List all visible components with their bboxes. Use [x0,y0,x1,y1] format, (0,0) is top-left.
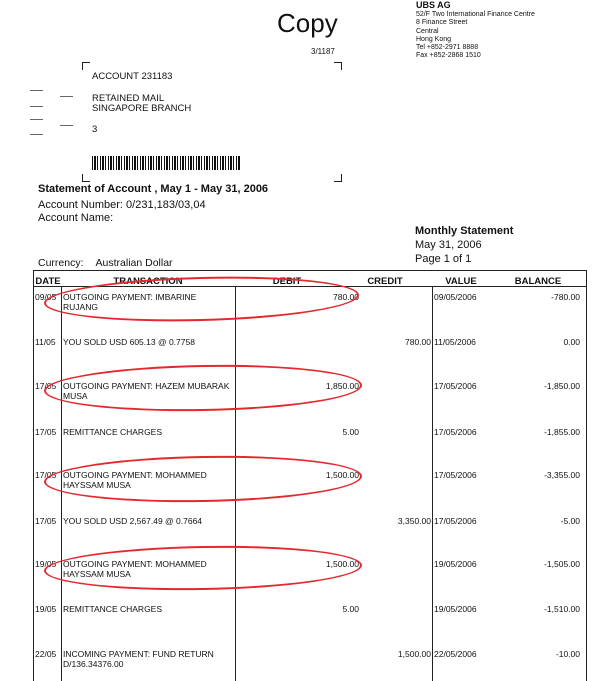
bank-address-line: Hong Kong [416,36,452,43]
bank-address-line: Fax +852-2868 1510 [416,52,481,59]
recipient-number: 3 [92,124,98,135]
bank-address-line: Tel +852-2971 8888 [416,44,479,51]
row-transaction: INCOMING PAYMENT: FUND RETURN D/136.34376.00 [63,649,214,669]
row-value-date: 17/05/2006 [434,516,477,526]
highlight-oval [44,453,363,505]
row-value-date: 11/05/2006 [434,337,476,347]
row-transaction: OUTGOING PAYMENT: IMBARINE RUJANG [63,292,197,312]
row-debit: 1,850.00 [325,381,359,391]
row-transaction: OUTGOING PAYMENT: MOHAMMED HAYSSAM MUSA [63,559,207,579]
bank-address-line: 52/F Two International Finance Centre [416,11,535,18]
row-debit: 5.00 [342,604,359,614]
row-transaction: REMITTANCE CHARGES [63,427,163,437]
row-debit: 1,500.00 [325,470,359,480]
row-date: 19/05 [35,559,57,569]
fold-mark [30,106,43,107]
account-number: Account Number: 0/231,183/03,04 [38,199,206,211]
fold-mark [60,125,73,126]
row-date: 17/05 [35,470,57,480]
header-debit: DEBIT [272,276,302,287]
row-transaction: REMITTANCE CHARGES [63,604,163,614]
row-value-date: 17/05/2006 [434,427,477,437]
statement-title: Statement of Account , May 1 - May 31, 2006 [38,183,269,195]
table-left-border [33,270,34,681]
row-balance: -780.00 [551,292,580,302]
header-transaction: TRANSACTION [113,276,183,287]
window-corner-mark [334,174,342,182]
header-balance: BALANCE [514,276,562,287]
row-balance: 0.00 [563,337,580,347]
column-divider [432,286,433,681]
bank-address-line: 8 Finance Street [416,19,468,26]
account-name: Account Name: [38,212,114,224]
fold-mark [30,134,43,135]
row-value-date: 17/05/2006 [434,470,477,480]
row-credit: 780.00 [405,337,431,347]
row-value-date: 22/05/2006 [434,649,477,659]
highlight-oval [44,543,363,593]
copy-label: Copy [277,8,338,38]
row-debit: 5.00 [342,427,359,437]
fold-mark [30,90,43,91]
table-top-border [33,270,587,271]
bank-name: UBS AG [416,0,451,10]
recipient-account-line: ACCOUNT 231183 [92,71,173,82]
row-credit: 3,350.00 [397,516,431,526]
header-value: VALUE [445,276,477,287]
row-date: 17/05 [35,427,57,437]
row-balance: -1,850.00 [544,381,580,391]
row-balance: -10.00 [555,649,580,659]
row-date: 22/05 [35,649,57,659]
table-right-border [586,270,587,681]
monthly-statement-title: Monthly Statement [415,225,514,237]
row-date: 17/05 [35,516,57,526]
reference-number: 3/1187 [311,47,335,56]
currency-line [38,257,173,269]
row-date: 19/05 [35,604,57,614]
row-balance: -5.00 [560,516,580,526]
row-date: 09/05 [35,292,57,302]
row-credit: 1,500.00 [397,649,431,659]
statement-date: May 31, 2006 [415,239,482,251]
window-corner-mark [82,62,90,70]
window-corner-mark [82,174,90,182]
fold-mark [60,96,73,97]
row-value-date: 19/05/2006 [434,559,477,569]
row-value-date: 09/05/2006 [434,292,477,302]
recipient-branch-line: SINGAPORE BRANCH [92,103,192,114]
row-debit: 1,500.00 [325,559,359,569]
row-debit: 780.00 [333,292,359,302]
row-transaction: YOU SOLD USD 2,567.49 @ 0.7664 [63,516,203,526]
row-balance: -1,855.00 [544,427,580,437]
window-corner-mark [334,62,342,70]
page-indicator: Page 1 of 1 [415,253,472,265]
currency-label: Currency: [38,257,84,269]
row-balance: -1,505.00 [544,559,580,569]
currency-value: Australian Dollar [95,257,173,269]
row-balance: -1,510.00 [544,604,580,614]
header-date: DATE [35,276,61,287]
recipient-mail-line: RETAINED MAIL [92,93,165,104]
row-transaction: OUTGOING PAYMENT: HAZEM MUBARAK MUSA [63,381,230,401]
row-balance: -3,355.00 [544,470,580,480]
row-value-date: 19/05/2006 [434,604,477,614]
header-credit: CREDIT [367,276,403,287]
bank-address-line: Central [416,28,439,35]
fold-mark [30,119,43,120]
postal-barcode [92,156,240,170]
highlight-oval [44,362,363,414]
row-date: 17/05 [35,381,57,391]
row-value-date: 17/05/2006 [434,381,477,391]
row-transaction: YOU SOLD USD 605.13 @ 0.7758 [63,337,195,347]
row-transaction: OUTGOING PAYMENT: MOHAMMED HAYSSAM MUSA [63,470,207,490]
row-date: 11/05 [35,337,56,347]
